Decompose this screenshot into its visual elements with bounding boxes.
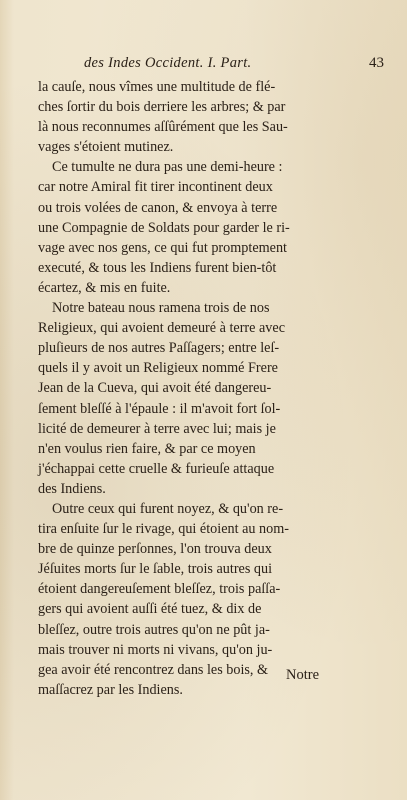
text-line: Religieux, qui avoient demeuré à terre avec bbox=[38, 320, 285, 337]
text-line: écartez, & mis en fuite. bbox=[38, 279, 171, 296]
text-line: n'en voulus rien faire, & par ce moyen bbox=[38, 440, 256, 457]
text-line: tira enſuite ſur le rivage, qui étoient au nom- bbox=[38, 521, 289, 538]
text-line: bleſſez, outre trois autres qu'on ne pût ja- bbox=[38, 621, 270, 638]
text-line: licité de demeurer à terre avec lui; mais je bbox=[38, 420, 276, 437]
text-line: quels il y avoit un Religieux nommé Frere bbox=[38, 360, 278, 377]
text-line: ou trois volées de canon, & envoya à terre bbox=[38, 199, 278, 216]
text-line: ches ſortir du bois derriere les arbres; & par bbox=[38, 99, 286, 116]
text-line: étoient dangereuſement bleſſez, trois paſſa- bbox=[38, 581, 281, 598]
text-line: bre de quinze perſonnes, l'on trouva deux bbox=[38, 541, 272, 558]
text-line: mais trouver ni morts ni vivans, qu'on ju- bbox=[38, 641, 273, 658]
catchword: Notre bbox=[286, 667, 320, 683]
text-line: car notre Amiral fit tirer incontinent deux bbox=[38, 179, 273, 196]
page-number: 43 bbox=[369, 55, 384, 71]
text-line: maſſacrez par les Indiens. bbox=[38, 681, 183, 698]
text-line: des Indiens. bbox=[38, 480, 106, 497]
text-line: vages s'étoient mutinez. bbox=[38, 139, 174, 156]
text-line: une Compagnie de Soldats pour garder le ri- bbox=[38, 219, 290, 236]
text-line: j'échappai cette cruelle & furieuſe attaque bbox=[38, 460, 275, 477]
text-line: là nous reconnumes aſſûrément que les Sau- bbox=[38, 119, 288, 136]
page-header bbox=[38, 55, 388, 77]
text-line: gers qui avoient auſſi été tuez, & dix de bbox=[38, 601, 262, 618]
text-line: executé, & tous les Indiens furent bien-tôt bbox=[38, 259, 277, 276]
text-line: pluſieurs de nos autres Paſſagers; entre leſ- bbox=[38, 340, 280, 357]
text-line: Outre ceux qui furent noyez, & qu'on re- bbox=[52, 500, 284, 517]
text-line: gea avoir été rencontrez dans les bois, & bbox=[38, 661, 269, 678]
text-line: Jéſuites morts ſur le ſable, trois autres qui bbox=[38, 561, 273, 578]
text-line: vage avec nos gens, ce qui fut promptement bbox=[38, 239, 287, 256]
text-line: Jean de la Cueva, qui avoit été dangereu- bbox=[38, 380, 272, 397]
body-text bbox=[38, 77, 334, 700]
text-line: la cauſe, nous vîmes une multitude de flé- bbox=[38, 79, 276, 95]
text-line: Notre bateau nous ramena trois de nos bbox=[52, 300, 270, 317]
running-head: des Indes Occident. I. Part. bbox=[84, 55, 252, 71]
text-line: ſement bleſſé à l'épaule : il m'avoit fort ſol- bbox=[38, 400, 281, 417]
text-line: Ce tumulte ne dura pas une demi-heure : bbox=[52, 159, 283, 176]
